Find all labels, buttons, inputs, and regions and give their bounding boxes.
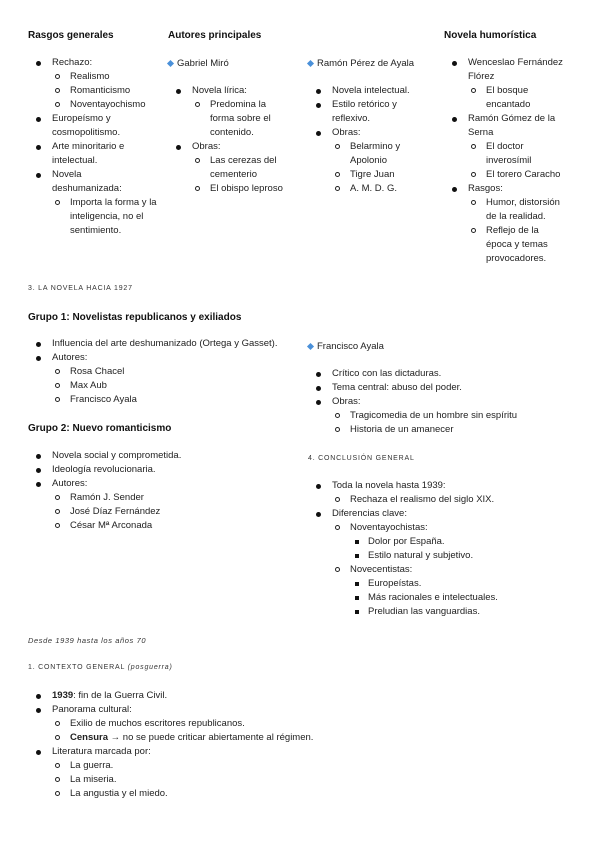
list-item: La guerra. <box>28 759 368 773</box>
section-label-3: 3. LA NOVELA HACIA 1927 <box>28 285 133 292</box>
list-item: Europeístas. <box>308 577 578 591</box>
list-item: Más racionales e intelectuales. <box>308 591 578 605</box>
humoristica-list <box>444 56 574 266</box>
diamond-bullet-icon <box>307 343 314 350</box>
list-item: Toda la novela hasta 1939: <box>308 479 578 493</box>
author-francisco-ayala <box>308 341 384 352</box>
list-item: Exilio de muchos escritores republicanos. <box>28 717 368 731</box>
list-item: Diferencias clave: <box>308 507 578 521</box>
rasgos-generales-list <box>28 56 158 238</box>
list-item: Ideología revolucionaria. <box>28 463 288 477</box>
list-item: Predomina la forma sobre el contenido. <box>168 98 285 140</box>
grupo2-heading: Grupo 2: Nuevo romanticismo <box>28 423 172 434</box>
list-item: Reflejo de la época y temas provocadores. <box>444 224 566 266</box>
list-item: Importa la forma y la inteligencia, no el sentimiento. <box>28 196 160 238</box>
grupo2-list <box>28 449 288 533</box>
item-text: : fin de la Guerra Civil. <box>73 690 168 701</box>
item-text: → no se puede criticar abiertamente al régimen. <box>108 732 314 743</box>
list-item: La angustia y el miedo. <box>28 787 368 801</box>
list-item: Historia de un amanecer <box>308 423 578 437</box>
list-item: Novela intelectual. <box>308 84 418 98</box>
list-item: Max Aub <box>28 379 298 393</box>
list-item: Las cerezas del cementerio <box>168 154 285 182</box>
censura-bold: Censura <box>70 732 109 743</box>
list-item: Literatura marcada por: <box>28 745 368 759</box>
list-item: El obispo leproso <box>168 182 310 196</box>
novela-humoristica-heading: Novela humorística <box>444 30 537 41</box>
list-item: Novecentistas: <box>308 563 578 577</box>
list-item: Autores: <box>28 351 298 365</box>
author-gabriel-miro <box>168 58 229 69</box>
list-item: Francisco Ayala <box>28 393 298 407</box>
list-item <box>28 689 368 703</box>
list-item: Estilo natural y subjetivo. <box>308 549 578 563</box>
fayala-list <box>308 367 578 437</box>
list-item: Belarmino y Apolonio <box>308 140 420 168</box>
list-item: Influencia del arte deshumanizado (Ortega y Gasset). <box>28 337 298 351</box>
list-item: Rechazo: <box>28 56 158 70</box>
list-item: Novela deshumanizada: <box>28 168 137 196</box>
list-item <box>28 731 368 745</box>
list-item: El doctor inverosímil <box>444 140 561 168</box>
list-item: Dolor por España. <box>308 535 578 549</box>
diamond-bullet-icon <box>307 60 314 67</box>
diamond-bullet-icon <box>167 60 174 67</box>
author-perez-de-ayala <box>308 58 414 69</box>
list-item: Rechaza el realismo del siglo XIX. <box>308 493 578 507</box>
contexto-subtitle: (posguerra) <box>127 664 173 671</box>
list-item: Panorama cultural: <box>28 703 368 717</box>
list-item: José Díaz Fernández <box>28 505 288 519</box>
grupo1-list <box>28 337 298 407</box>
section-label-contexto <box>28 664 173 671</box>
list-item: Obras: <box>308 395 578 409</box>
list-item: Estilo retórico y reflexivo. <box>308 98 417 126</box>
list-item: Novela social y comprometida. <box>28 449 288 463</box>
list-item: Rasgos: <box>444 182 574 196</box>
list-item: Tema central: abuso del poder. <box>308 381 578 395</box>
rasgos-generales-heading: Rasgos generales <box>28 30 114 41</box>
list-item: Arte minoritario e intelectual. <box>28 140 137 168</box>
list-item: Preludian las vanguardias. <box>308 605 578 619</box>
list-item: Europeísmo y cosmopolitismo. <box>28 112 137 140</box>
section-label-4: 4. CONCLUSIÓN GENERAL <box>308 455 415 462</box>
list-item: Obras: <box>168 140 288 154</box>
list-item: Romanticismo <box>28 84 158 98</box>
year-bold: 1939 <box>52 690 74 701</box>
list-item: La miseria. <box>28 773 368 787</box>
list-item: A. M. D. G. <box>308 182 418 196</box>
list-item: Rosa Chacel <box>28 365 298 379</box>
author-name: Francisco Ayala <box>317 341 384 352</box>
list-item: Tragicomedia de un hombre sin espíritu <box>308 409 578 423</box>
grupo1-heading: Grupo 1: Novelistas republicanos y exiliados <box>28 312 242 323</box>
list-item: El bosque encantado <box>444 84 561 112</box>
list-item: César Mª Arconada <box>28 519 288 533</box>
autores-principales-heading: Autores principales <box>168 30 262 41</box>
conclusion-list <box>308 479 578 619</box>
list-item: Ramón Gómez de la Serna <box>444 112 568 140</box>
list-item: Noventayochistas: <box>308 521 578 535</box>
author-name: Gabriel Miró <box>177 58 229 69</box>
list-item: Obras: <box>308 126 418 140</box>
period-label: Desde 1939 hasta los años 70 <box>28 636 147 645</box>
list-item: Autores: <box>28 477 288 491</box>
author-name: Ramón Pérez de Ayala <box>317 58 414 69</box>
list-item: Noventayochismo <box>28 98 158 112</box>
ayala-list <box>308 84 418 196</box>
list-item: Ramón J. Sender <box>28 491 288 505</box>
list-item: Tigre Juan <box>308 168 418 182</box>
contexto-list <box>28 689 368 801</box>
contexto-title: 1. CONTEXTO GENERAL <box>28 664 125 671</box>
list-item: Humor, distorsión de la realidad. <box>444 196 571 224</box>
miro-list <box>168 84 288 196</box>
list-item: Crítico con las dictaduras. <box>308 367 578 381</box>
list-item: Wenceslao Fernández Flórez <box>444 56 568 84</box>
list-item: El torero Caracho <box>444 168 574 182</box>
list-item: Novela lírica: <box>168 84 288 98</box>
list-item: Realismo <box>28 70 158 84</box>
